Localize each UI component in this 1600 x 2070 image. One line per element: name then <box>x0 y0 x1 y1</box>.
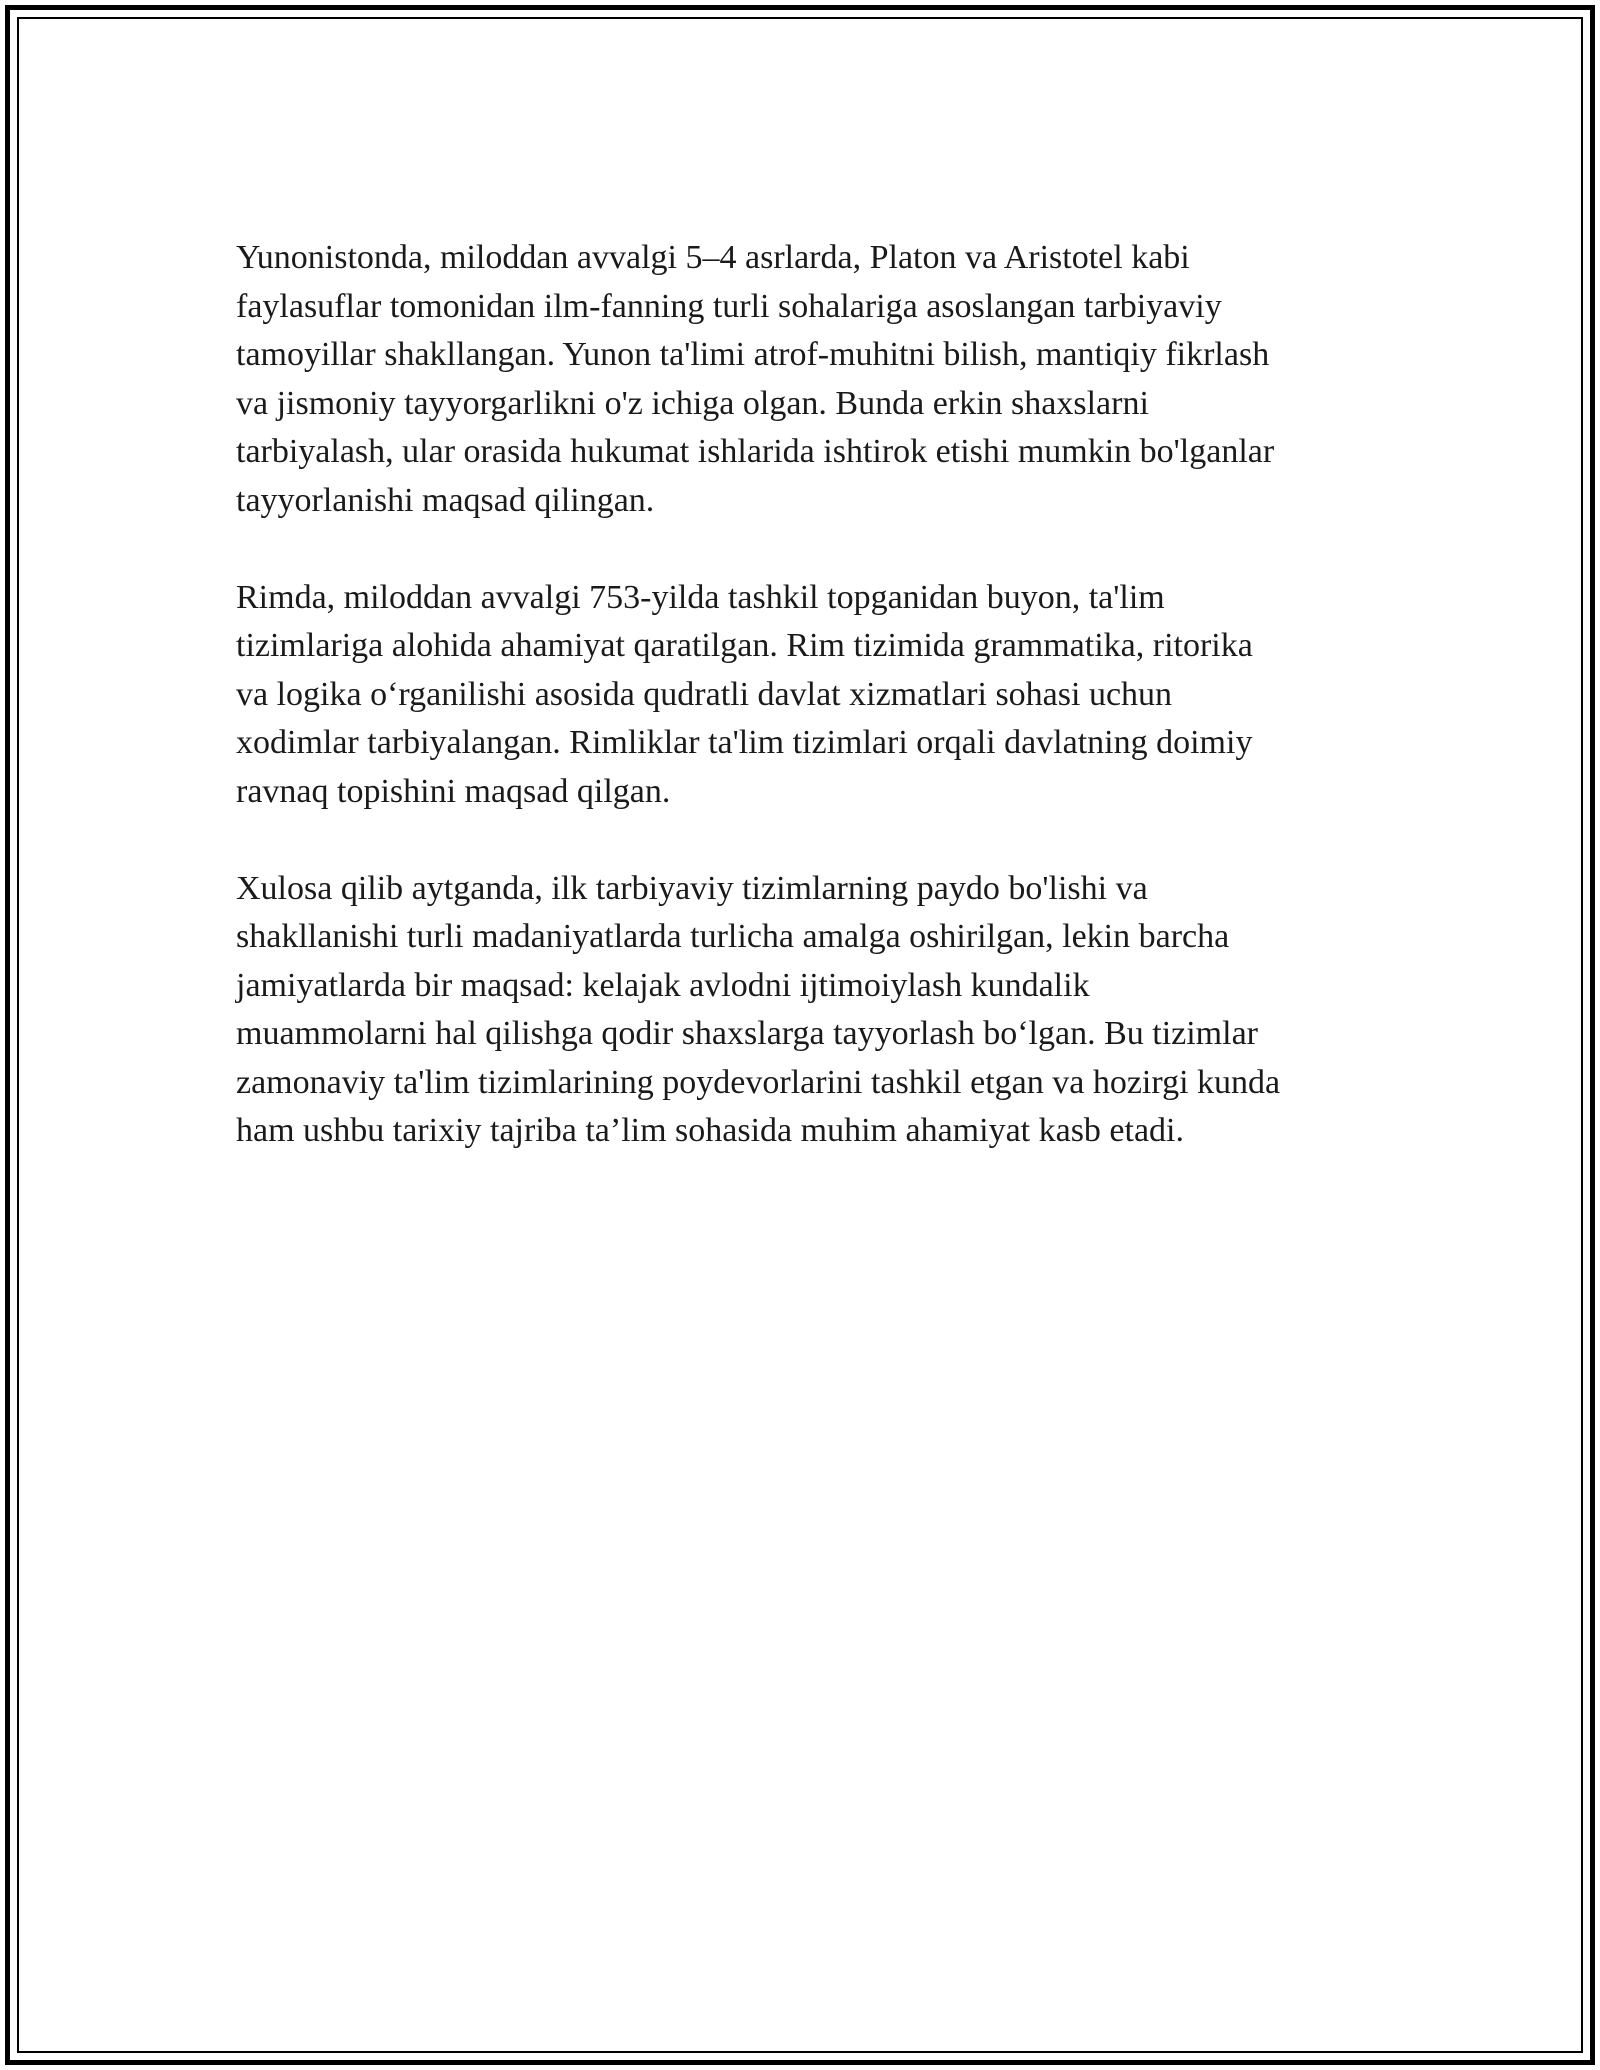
text-line: shakllanishi turli madaniyatlarda turlicha amalga oshirilgan, lekin barcha <box>236 918 1230 955</box>
text-line: muammolarni hal qilishga qodir shaxslarga tayyorlash bo‘lgan. Bu tizimlar <box>236 1015 1258 1052</box>
text-line: tamoyillar shakllangan. Yunon ta'limi atrof-muhitni bilish, mantiqiy fikrlash <box>236 336 1270 373</box>
text-line: Rimda, miloddan avvalgi 753-yilda tashkil topganidan buyon, ta'lim <box>236 578 1165 616</box>
text-line: va jismoniy tayyorgarlikni o'z ichiga olgan. Bunda erkin shaxslarni <box>236 384 1149 422</box>
paragraph-rome <box>236 574 1376 817</box>
text-line: ravnaq topishini maqsad qilgan. <box>236 772 671 810</box>
paragraph-greece <box>236 234 1376 525</box>
text-line: va logika o‘rganilishi asosida qudratli davlat xizmatlari sohasi uchun <box>236 675 1173 713</box>
text-line: jamiyatlarda bir maqsad: kelajak avlodni ijtimoiylash kundalik <box>236 966 1090 1004</box>
text-line: ham ushbu tarixiy tajriba ta’lim sohasida muhim ahamiyat kasb etadi. <box>236 1112 1184 1149</box>
text-line: tayyorlanishi maqsad qilingan. <box>236 481 655 519</box>
text-line: tizimlariga alohida ahamiyat qaratilgan. Rim tizimida grammatika, ritorika <box>236 627 1253 664</box>
text-line: Xulosa qilib aytganda, ilk tarbiyaviy tizimlarning paydo bo'lishi va <box>236 869 1148 907</box>
text-line: faylasuflar tomonidan ilm-fanning turli sohalariga asoslangan tarbiyaviy <box>236 287 1222 325</box>
text-line: xodimlar tarbiyalangan. Rimliklar ta'lim tizimlari orqali davlatning doimiy <box>236 724 1253 761</box>
text-line: zamonaviy ta'lim tizimlarining poydevorlarini tashkil etgan va hozirgi kunda <box>236 1063 1281 1101</box>
document-body <box>236 234 1376 1204</box>
text-line: Yunonistonda, miloddan avvalgi 5–4 asrlarda, Platon va Aristotel kabi <box>236 239 1190 276</box>
paragraph-conclusion <box>236 865 1376 1156</box>
text-line: tarbiyalash, ular orasida hukumat ishlarida ishtirok etishi mumkin bo'lganlar <box>236 433 1275 470</box>
